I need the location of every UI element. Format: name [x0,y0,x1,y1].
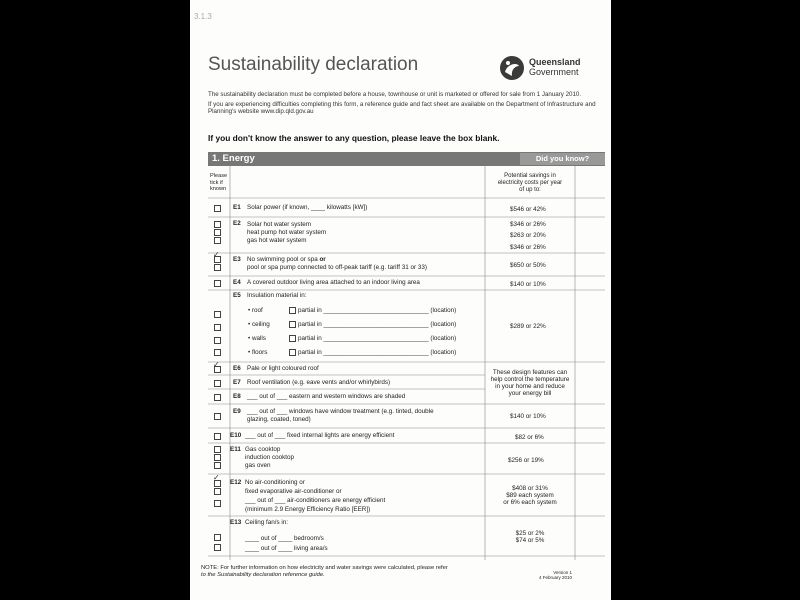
design-note-line2: help control the temperature [490,376,570,383]
e5-walls-partial-text: partial in ______________________________ (location) [298,335,457,342]
e9-text-line2: glazing, coated, toned) [247,416,311,423]
e13-text: Ceiling fan/s in: [245,519,289,526]
e11-induction-checkbox[interactable] [214,454,221,461]
e6-code: E6 [233,365,241,372]
e1-text: Solar power (if known, ____ kilowatts [kW]) [247,204,368,211]
e2-gas-text: gas hot water system [247,237,307,244]
e9-checkbox[interactable] [214,413,221,420]
e5-floors-label: • floors [248,349,268,356]
e5-roof-checkbox[interactable] [214,311,221,318]
e10-text: ___ out of ___ fixed internal lights are energy efficient [245,432,395,439]
e5-ceiling-label: • ceiling [248,321,270,328]
section-header [208,152,605,166]
e3-nopool-label: No swimming pool or spa [247,256,318,263]
e13-bedroom-text: ____ out of ____ bedroom/s [245,535,324,542]
e5-floors-partial-checkbox[interactable] [289,349,296,356]
e2-savings-heatpump: $263 or 20% [510,232,546,239]
e11-gasoven-checkbox[interactable] [214,462,221,469]
e5-walls-checkbox[interactable] [214,337,221,344]
intro-text [208,91,603,118]
e3-nopool-text [247,256,326,263]
e2-savings-gas: $346 or 26% [510,244,546,251]
e1-savings: $546 or 42% [510,206,546,213]
e12-savings-line2: $89 each system [506,492,554,499]
e2-heatpump-checkbox[interactable] [214,229,221,236]
e3-or: or [319,256,326,263]
corner-mark: 3.1.3 [194,12,212,21]
logo-line2: Government [529,67,579,77]
e5-walls-partial-checkbox[interactable] [289,335,296,342]
e5-roof-partial-text: partial in ______________________________ (location) [298,307,457,314]
e8-code: E8 [233,393,241,400]
e12-savings-line1: $408 or 31% [512,485,548,492]
e2-code: E2 [233,220,241,227]
e4-text: A covered outdoor living area attached to an indoor living area [247,279,420,286]
e13-savings-line2: $74 or 5% [515,537,545,544]
e5-savings: $289 or 22% [510,323,546,330]
document-page [190,0,611,600]
e13-living-text: ____ out of ____ living area/s [245,545,328,552]
e2-heatpump-text: heat pump hot water system [247,229,327,236]
savings-header-line1: Potential savings in [504,173,556,179]
e12-eer-text: (minimum 2.9 Energy Efficiency Ratio [EER]) [245,506,371,513]
intro-paragraph-1: The sustainability declaration must be completed before a house, townhouse or unit is marketed or offered for sale from 1 January 2010. [208,91,582,98]
footer-note-line1: NOTE: For further information on how electricity and water savings were calculated, please refer [201,565,448,571]
intro-paragraph-2: If you are experiencing difficulties completing this form, a reference guide and fact sheet are available on the Department of Infrastructure and Planning's website www.dip.qld.gov.au [208,100,596,116]
e9-savings: $140 or 10% [510,413,546,420]
logo-text [529,57,581,77]
e1-checkbox[interactable] [214,205,221,212]
tick-header-line3: known [210,186,227,192]
e7-checkbox[interactable] [214,380,221,387]
footer-note-line2: to the Sustainability declaration reference guide. [201,572,325,578]
e5-code: E5 [233,292,241,299]
e12-savings-line3: or 6% each system [503,499,557,506]
e12-evaporative-checkbox[interactable] [214,488,221,495]
savings-header-line2: electricity costs per year [497,180,563,186]
document-title: Sustainability declaration [208,54,419,75]
e5-floors-checkbox[interactable] [214,349,221,356]
tick-header [210,173,227,193]
e8-text: ___ out of ___ eastern and western windows are shaded [247,393,406,400]
e12-tick-icon: ✓ [213,473,220,482]
e5-text: Insulation material in: [247,292,307,299]
qld-crest-icon [497,54,527,82]
did-you-know-label: Did you know? [520,153,605,165]
e2-gas-checkbox[interactable] [214,237,221,244]
e11-savings: $256 or 19% [508,457,544,464]
e13-savings [485,530,575,544]
e9-text-line1: ___ out of ___ windows have window treatment (e.g. tinted, double [247,408,434,415]
e5-floors-partial-text: partial in ______________________________ (location) [298,349,457,356]
e9-code: E9 [233,408,241,415]
e12-evaporative-text: fixed evaporative air-conditioner or [245,488,342,495]
e2-savings-solar: $346 or 26% [510,221,546,228]
savings-header-line3: of up to: [519,187,541,193]
e5-roof-label: • roof [248,307,263,314]
e4-code: E4 [233,279,241,286]
e3-offpeak-text: pool or spa pump connected to off-peak tariff (e.g. tariff 31 or 33) [247,264,427,271]
qld-government-logo [497,54,607,84]
e3-code: E3 [233,256,241,263]
e5-walls-label: • walls [248,335,266,342]
e5-roof-partial-checkbox[interactable] [289,307,296,314]
e5-ceiling-partial-checkbox[interactable] [289,321,296,328]
e11-induction-text: induction cooktop [245,454,295,461]
tick-header-line2: tick if [210,179,223,186]
e3-tick-icon: ✓ [213,250,220,259]
e11-gasoven-text: gas oven [245,462,271,469]
savings-header [485,173,575,194]
design-note-line3: in your home and reduce [495,383,565,390]
design-note-line4: your energy bill [508,390,552,397]
version-date: 4 February 2010 [538,575,572,580]
e2-solar-text: Solar hot water system [247,221,312,228]
e2-solar-checkbox[interactable] [214,221,221,228]
tick-header-line1: Please [210,173,228,179]
design-savings-note [485,369,575,397]
e6-tick-icon: ✓ [213,360,220,369]
e8-checkbox[interactable] [214,394,221,401]
e12-code: E12 [230,479,242,486]
e10-code: E10 [230,432,242,439]
e7-code: E7 [233,379,241,386]
e11-code: E11 [230,446,241,453]
section-title: 1. Energy [212,153,255,164]
e4-savings: $140 or 10% [510,281,546,288]
e4-checkbox[interactable] [214,280,221,287]
e13-code: E13 [230,519,242,526]
e6-text: Pale or light coloured roof [247,365,319,372]
e3-savings: $650 or 50% [510,262,546,269]
e11-gascooktop-checkbox[interactable] [214,446,221,453]
e10-savings: $82 or 6% [515,434,544,441]
version-number: Version 1 [553,570,572,575]
e5-ceiling-partial-text: partial in ______________________________ (location) [298,321,457,328]
e12-savings [485,485,575,506]
e3-offpeak-checkbox[interactable] [214,264,221,271]
e11-gascooktop-text: Gas cooktop [245,446,281,453]
e13-bedroom-checkbox[interactable] [214,534,221,541]
e12-noaircon-text: No air-conditioning or [245,479,305,486]
logo-line1: Queensland [529,57,581,67]
warning-text: If you don't know the answer to any question, please leave the box blank. [208,133,500,143]
e12-efficient-text: ___ out of ___ air-conditioners are energy efficient [245,497,386,504]
e13-savings-line1: $25 or 2% [515,530,545,537]
version-info [539,570,572,580]
e7-text: Roof ventilation (e.g. eave vents and/or whirlybirds) [247,379,391,386]
footer-note [201,565,501,579]
e13-living-checkbox[interactable] [214,544,221,551]
e5-ceiling-checkbox[interactable] [214,324,221,331]
e12-efficient-checkbox[interactable] [214,500,221,507]
e1-code: E1 [233,204,241,211]
design-note-line1: These design features can [492,369,568,376]
e10-checkbox[interactable] [214,433,221,440]
